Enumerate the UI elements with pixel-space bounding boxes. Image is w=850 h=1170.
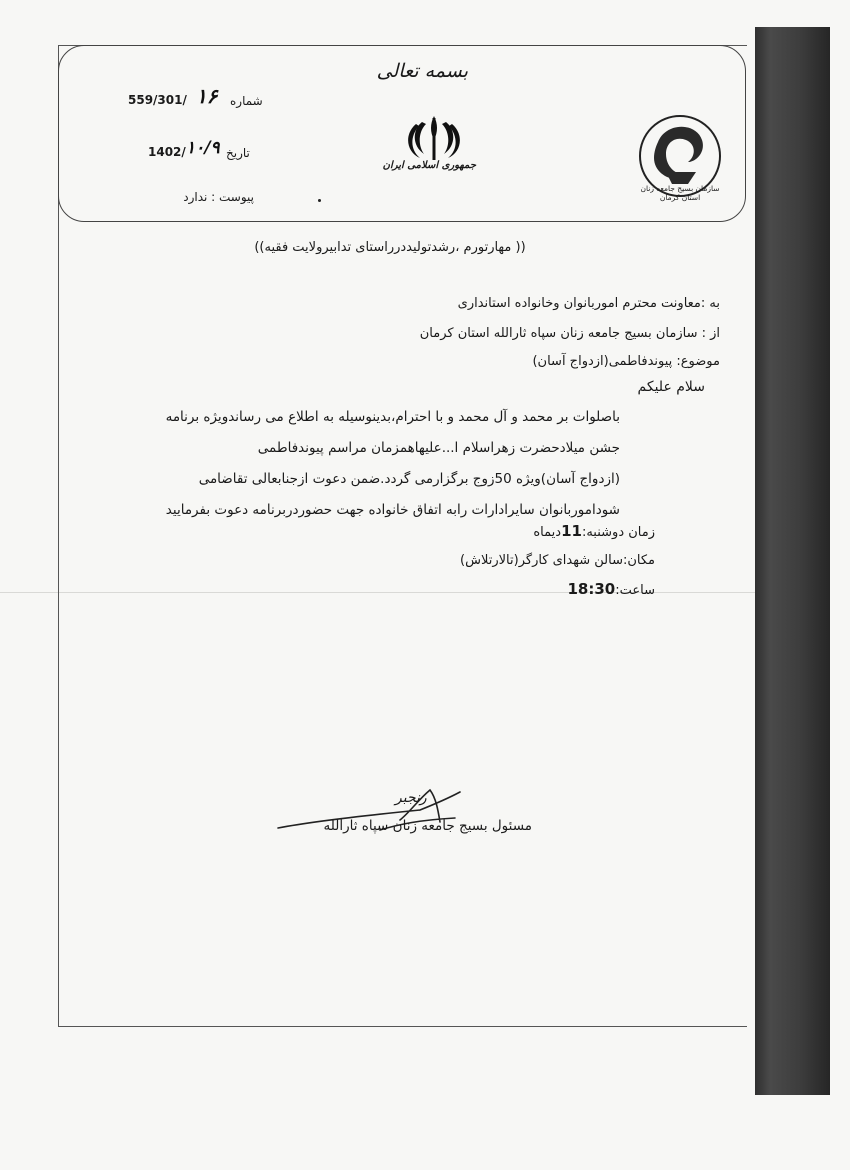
greeting: سلام علیکم — [637, 379, 705, 395]
body-line: (ازدواج آسان)ویژه 50زوج برگزارمی گردد.ضمن دعوت ازجنابعالی تقاضامی — [198, 471, 620, 487]
subject-line: موضوع: پیوندفاطمی(ازدواج آسان) — [532, 354, 720, 369]
number-handwritten: ۱۶ — [196, 84, 218, 108]
body-line: شوداموربانوان سایرادارات رابه اتفاق خانواده جهت حضوردربرنامه دعوت بفرمایید — [165, 502, 620, 518]
event-date-day: 11 — [561, 522, 582, 540]
emblem-caption: جمهوری اسلامی ایران — [382, 160, 476, 171]
attachment-label: پیوست : ندارد — [183, 190, 254, 204]
organization-logo-caption — [636, 184, 724, 202]
scanner-edge-shadow — [755, 27, 830, 1095]
event-hour-line — [567, 580, 655, 598]
bismillah-heading: بسمه تعالی — [376, 60, 468, 82]
signer-name: رنجبر — [395, 790, 427, 806]
event-date-label: زمان دوشنبه: — [581, 525, 655, 540]
event-date-month: دیماه — [533, 525, 562, 540]
date-handwritten: ۱۰/۹ — [186, 138, 220, 158]
org-caption-line-2: استان کرمان — [659, 193, 701, 202]
event-place-line: مکان:سالن شهدای کارگر(تالارتلاش) — [460, 553, 655, 568]
event-hour-label: ساعت: — [615, 583, 655, 598]
date-label: تاریخ — [226, 146, 250, 160]
number-value: 559/301/ — [128, 93, 187, 107]
body-line: باصلوات بر محمد و آل محمد و با احترام،بدینوسیله به اطلاع می رساندویژه برنامه — [165, 409, 620, 425]
org-caption-line-1: سازمان بسیج جامعه زنان — [640, 184, 720, 193]
event-date-line — [533, 522, 655, 540]
letter-body — [165, 402, 620, 526]
sender-line: از : سازمان بسیج جامعه زنان سپاه ثارالله استان کرمان — [419, 326, 720, 341]
number-label: شماره — [230, 94, 263, 108]
date-value: 1402/ — [148, 145, 186, 159]
stray-dot — [318, 199, 321, 202]
event-hour-value: 18:30 — [567, 580, 616, 598]
iran-emblem-icon — [382, 110, 476, 182]
recipient-line: به :معاونت محترم اموربانوان وخانواده استانداری — [457, 296, 720, 311]
body-line: جشن میلادحضرت زهراسلام ا...علیهاهمزمان مراسم پیوندفاطمی — [257, 440, 620, 456]
motto-line: (( مهارتورم ،رشدتولیددرراستای تدابیرولایت فقیه)) — [254, 240, 526, 255]
signature-scrawl — [270, 770, 470, 850]
signer-title: مسئول بسیج جامعه زنان سپاه ثارالله — [323, 818, 532, 834]
